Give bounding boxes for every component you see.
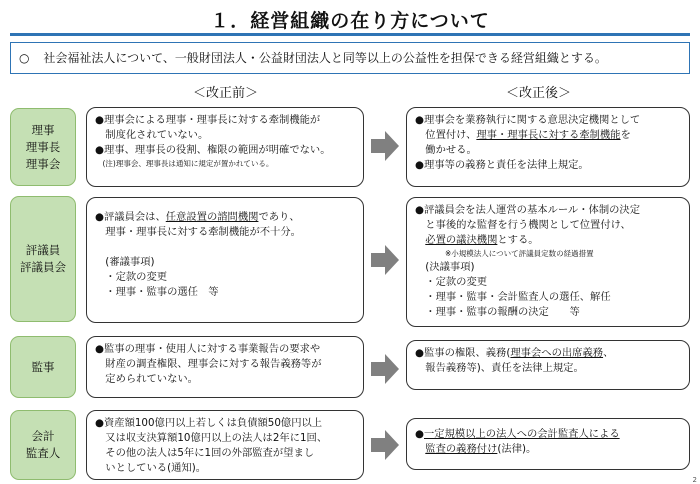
text-segment: 、 [603, 347, 614, 359]
page-number: 2 [692, 476, 697, 484]
text-line [415, 442, 681, 457]
title-underline [10, 33, 690, 36]
before-box-kanji [86, 336, 364, 398]
text-line: ・定款の変更 [415, 276, 488, 288]
underlined-text: 理事・理事長に対する牽制機能 [476, 129, 621, 141]
text-line [95, 240, 355, 255]
after-box-hyogiin [406, 197, 690, 327]
underlined-text: 必置の議決機関 [425, 234, 498, 246]
after-box-riji [406, 107, 690, 187]
text-line: ●理事等の義務と責任を法律上規定。 [415, 159, 589, 171]
before-header: ＜改正前＞ [193, 86, 259, 101]
label-line: 評議員会 [20, 260, 66, 274]
text-segment: であり、 [258, 211, 300, 223]
text-line: ・定款の変更 [95, 271, 168, 283]
text-line: (審議事項) [95, 256, 155, 268]
text-line: ●理事、理事長の役割、権限の範囲が明確でない。 [95, 144, 331, 156]
text-segment [415, 443, 425, 455]
label-line: 会計 [31, 429, 55, 443]
text-line: ●理事会を業務執行に関する意思決定機関として [415, 114, 641, 126]
label-line: 理事長 [25, 139, 61, 154]
text-segment [415, 234, 425, 246]
text-segment: (法律)。 [497, 443, 537, 455]
text-line: 報告義務等)、責任を法律上規定。 [415, 362, 584, 374]
label-text [26, 428, 61, 462]
label-line: 理事 [31, 122, 55, 137]
before-box-kaikei [86, 410, 364, 480]
after-header: ＜改正後＞ [506, 86, 572, 101]
text-line: いとしている(通知)。 [95, 462, 207, 474]
text-line: 定められていない。 [95, 373, 198, 385]
text-line: ●資産額100億円以上若しくは負債額50億円以上 [95, 417, 323, 429]
label-line: 理事会 [25, 156, 61, 171]
text-line: ・理事・監事の選任 等 [95, 286, 219, 298]
text-line: ●監事の理事・使用人に対する事業報告の要求や [95, 343, 321, 355]
label-text [32, 359, 55, 376]
arrow-right-icon [371, 430, 399, 460]
text-line [415, 427, 681, 442]
summary-text: 社会福祉法人について、一般財団法人・公益財団法人と同等以上の公益性を担保できる経営組織とする。 [43, 51, 607, 65]
underlined-text: 監査の義務付け [425, 443, 498, 455]
text-line: ●評議員会を法人運営の基本ルール・体制の決定 [415, 204, 641, 216]
text-line [415, 346, 681, 361]
underlined-text: 一定規模以上の法人への会計監査人による [424, 428, 620, 440]
text-line: と事後的な監督を行う機関として位置付け、 [415, 219, 631, 231]
arrow-right-icon [371, 245, 399, 275]
label-line: 監事 [31, 359, 55, 374]
text-line: 財産の調査権限、理事会に対する報告義務等が [95, 358, 322, 370]
arrow-right-icon [371, 131, 399, 161]
text-line [95, 210, 355, 225]
label-hyogiin [10, 196, 76, 322]
text-line: ※小規模法人について評議員定数の経過措置 [415, 249, 594, 258]
text-segment: ● [415, 428, 424, 440]
text-line: (決議事項) [415, 261, 475, 273]
page-title: １．経営組織の在り方について [210, 10, 490, 32]
text-line: ・理事・監事・会計監査人の選任、解任 [415, 291, 611, 303]
before-box-riji [86, 107, 364, 187]
text-line: 働かせる。 [415, 144, 477, 156]
underlined-text: 任意設置の諮問機関 [165, 211, 259, 223]
summary-bullet: ○ [19, 51, 30, 65]
after-box-kanji [406, 340, 690, 390]
arrow-right-icon [371, 354, 399, 384]
summary-box [10, 42, 690, 74]
label-line: 評議員 [25, 243, 61, 257]
label-text [20, 242, 66, 276]
text-line: (注)理事会、理事長は通知に規定が置かれている。 [95, 159, 274, 168]
label-kaikei [10, 410, 76, 480]
text-line: 又は収支決算額10億円以上の法人は2年に1回、 [95, 432, 328, 444]
text-segment: とする。 [497, 234, 539, 246]
after-box-kaikei [406, 418, 690, 470]
underlined-text: 理事会への出席義務 [510, 347, 604, 359]
text-segment: を [620, 129, 631, 141]
text-line: 理事・理事長に対する牽制機能が不十分。 [95, 226, 301, 238]
text-line [415, 128, 681, 143]
text-segment: ●監事の権限、義務( [415, 347, 511, 359]
label-kanji [10, 336, 76, 398]
label-riji [10, 108, 76, 186]
label-line: 監査人 [25, 446, 61, 460]
text-line: 制度化されていない。 [95, 129, 209, 141]
text-line [415, 233, 681, 248]
text-segment: ●評議員会は、 [95, 211, 166, 223]
text-line: ・理事・監事の報酬の決定 等 [415, 306, 580, 318]
text-segment: 位置付け、 [415, 129, 477, 141]
label-text [26, 122, 61, 173]
text-line: ●理事会による理事・理事長に対する牽制機能が [95, 114, 321, 126]
before-box-hyogiin [86, 197, 364, 323]
text-line: その他の法人は5年に1回の外部監査が望まし [95, 447, 315, 459]
